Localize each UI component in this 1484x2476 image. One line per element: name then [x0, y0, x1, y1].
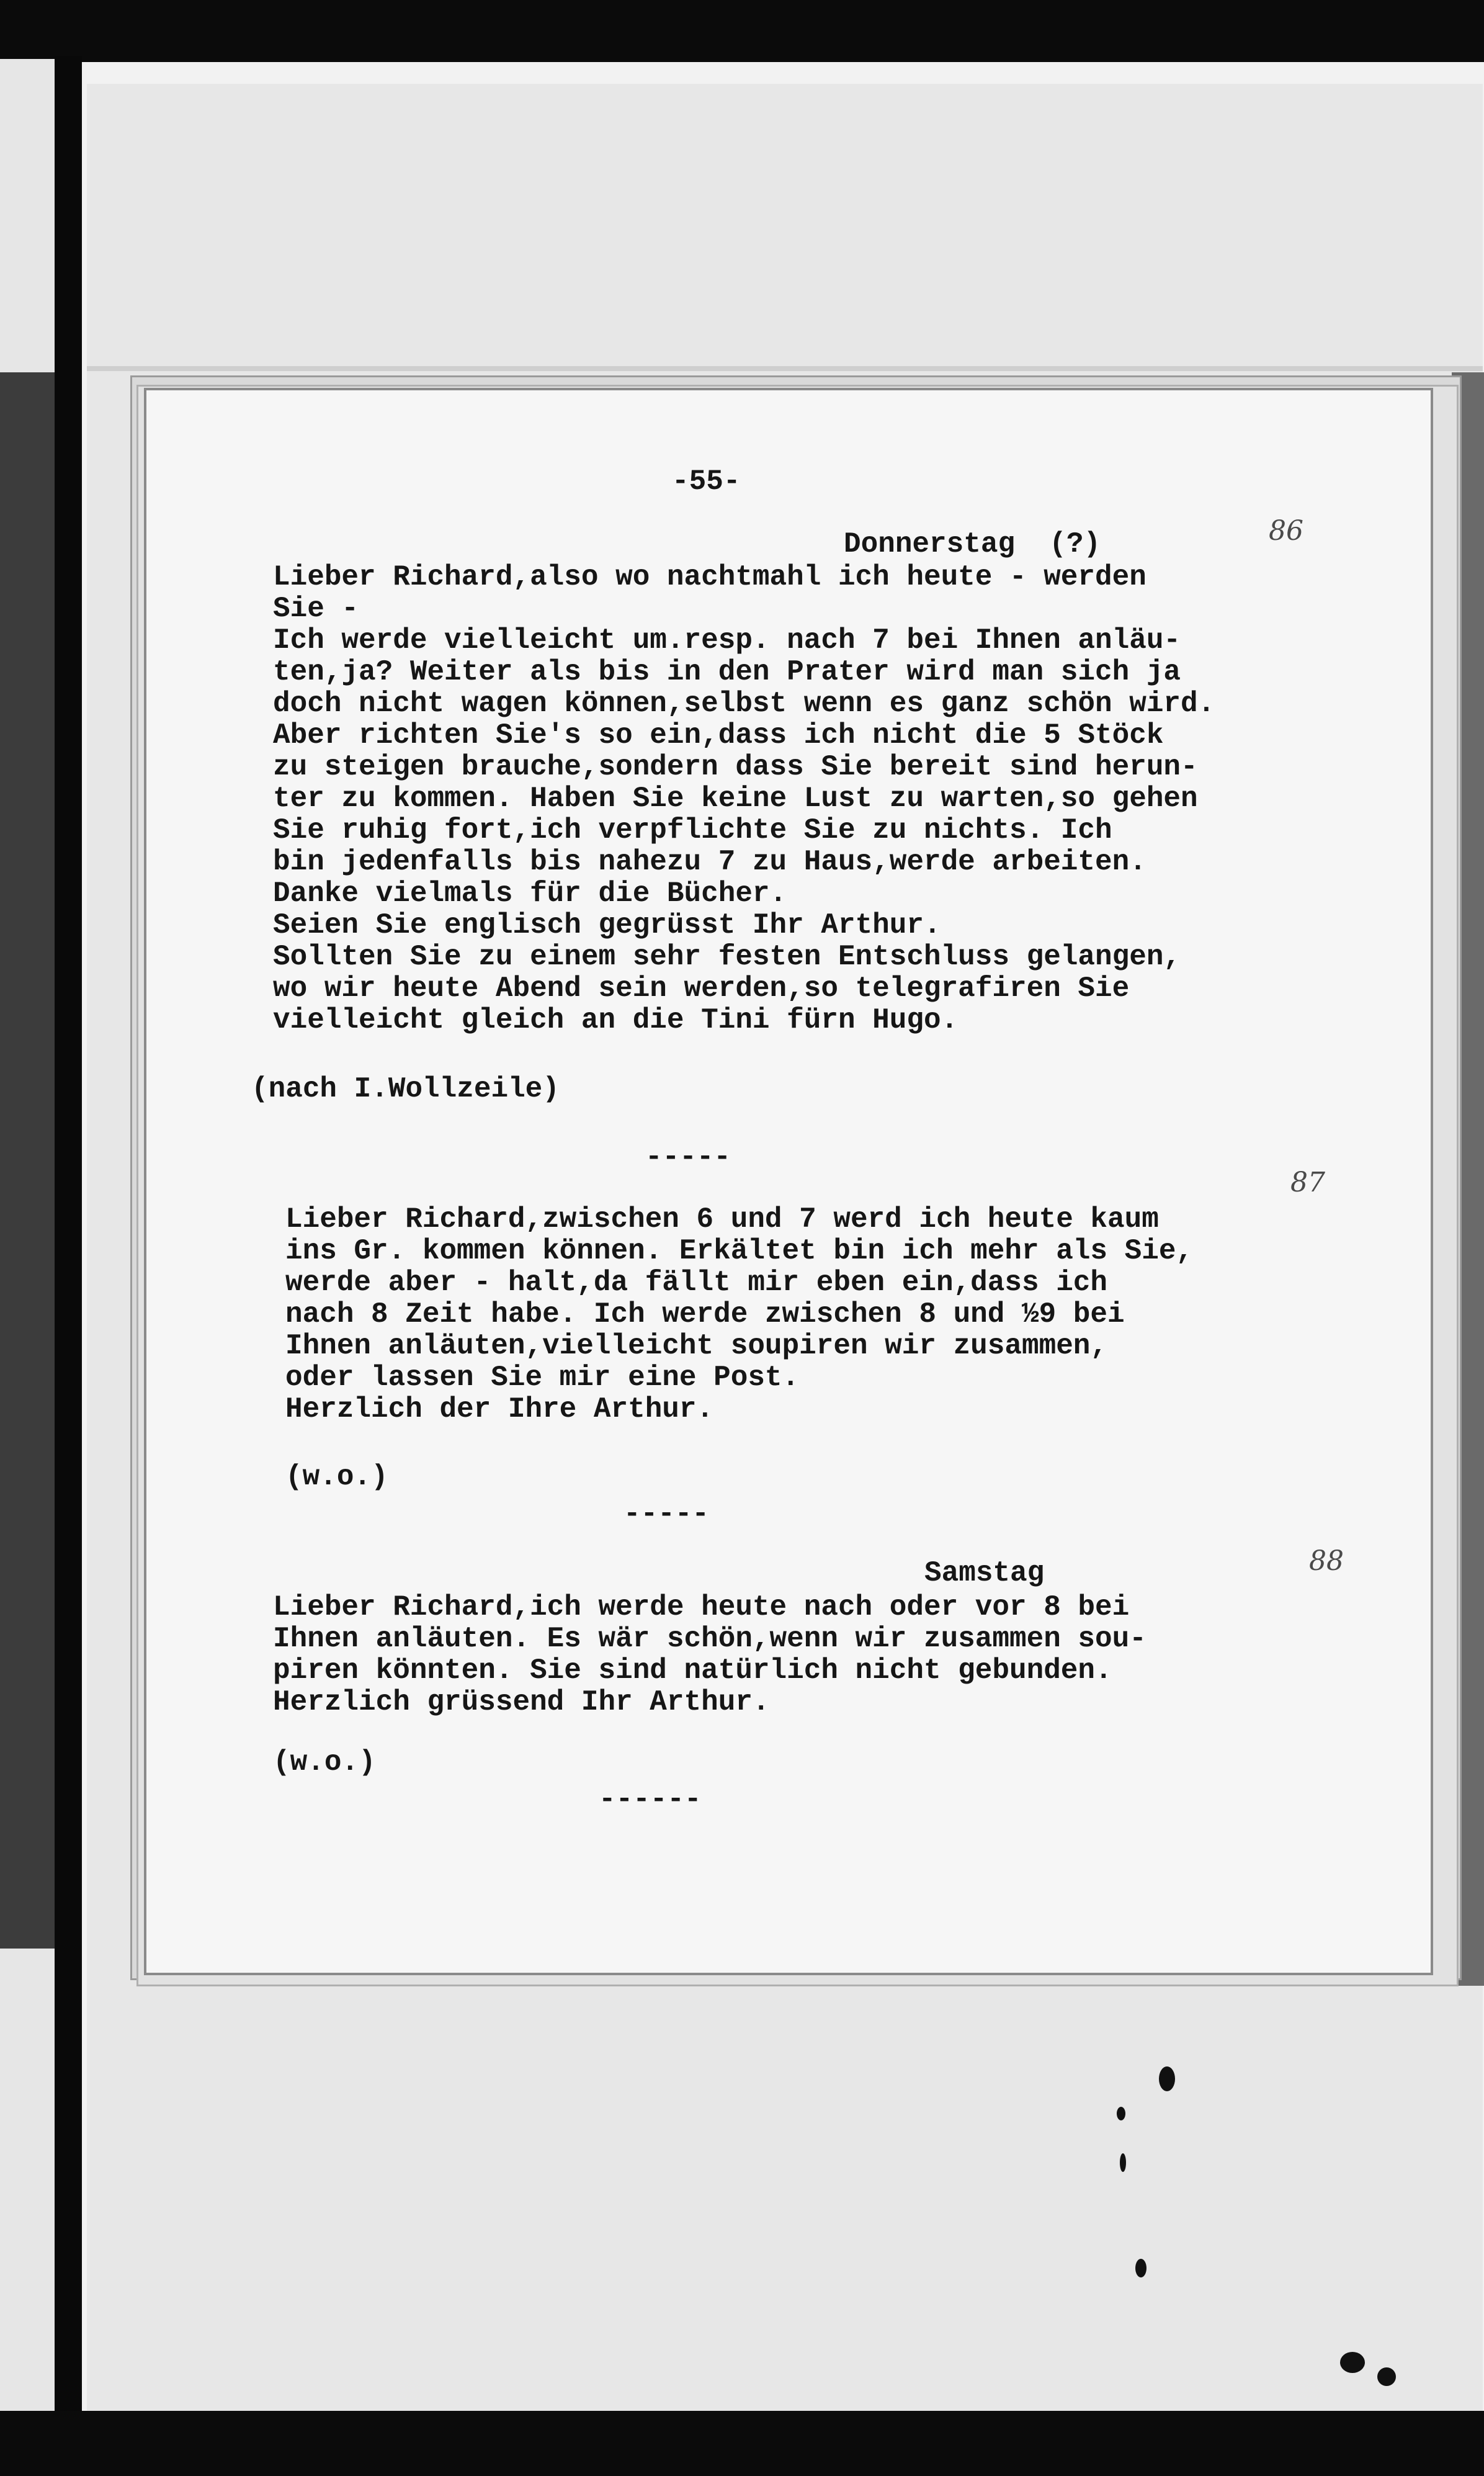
letter-1-line: Sie - — [273, 593, 359, 625]
letter-2-line: Lieber Richard,zwischen 6 und 7 werd ich heute kaum — [285, 1203, 1159, 1236]
letter-2-line: ins Gr. kommen können. Erkältet bin ich mehr als Sie, — [285, 1235, 1194, 1267]
scan-speck — [1120, 2153, 1126, 2172]
letter-3-line: Ihnen anläuten. Es wär schön,wenn wir zusammen sou- — [273, 1623, 1147, 1655]
letter-2-line: oder lassen Sie mir eine Post. — [285, 1361, 800, 1394]
letter-separator: ------ — [599, 1783, 702, 1816]
letter-1-heading: Donnerstag (?) — [844, 528, 1101, 560]
letter-3-heading: Samstag — [924, 1557, 1045, 1589]
letter-1-line: wo wir heute Abend sein werden,so telegrafiren Sie — [273, 972, 1130, 1005]
letter-3-line: piren könnten. Sie sind natürlich nicht gebunden. — [273, 1654, 1112, 1687]
letter-separator: ----- — [624, 1498, 710, 1530]
letter-2-line: nach 8 Zeit habe. Ich werde zwischen 8 und ½9 bei — [285, 1298, 1125, 1330]
letter-1-line: Ich werde vielleicht um.resp. nach 7 bei Ihnen anläu- — [273, 624, 1181, 657]
letter-1-note: (nach I.Wollzeile) — [251, 1073, 560, 1105]
letter-1-line: Sollten Sie zu einem sehr festen Entschluss gelangen, — [273, 941, 1181, 973]
scan-speck — [1377, 2367, 1396, 2386]
adjacent-page-shadow — [0, 372, 55, 1949]
letter-1-line: Danke vielmals für die Bücher. — [273, 877, 787, 910]
letter-1-line: doch nicht wagen können,selbst wenn es ganz schön wird. — [273, 688, 1215, 720]
page-number: -55- — [672, 465, 741, 498]
archive-number-86: 86 — [1269, 515, 1303, 547]
letter-1-line: ten,ja? Weiter als bis in den Prater wird man sich ja — [273, 656, 1181, 688]
letter-1-line: zu steigen brauche,sondern dass Sie bereit sind herun- — [273, 751, 1198, 783]
letter-1-line: ter zu kommen. Haben Sie keine Lust zu warten,so gehen — [273, 783, 1198, 815]
letter-separator: ----- — [645, 1141, 731, 1173]
archive-number-87: 87 — [1290, 1167, 1325, 1198]
letter-2-note: (w.o.) — [285, 1461, 388, 1493]
archive-number-88: 88 — [1309, 1545, 1344, 1577]
letter-2-line: werde aber - halt,da fällt mir eben ein,dass ich — [285, 1267, 1108, 1299]
letter-3-line: Lieber Richard,ich werde heute nach oder vor 8 bei — [273, 1591, 1130, 1623]
scan-speck — [1117, 2107, 1125, 2120]
letter-1-line: vielleicht gleich an die Tini fürn Hugo. — [273, 1004, 959, 1036]
scan-border-top — [0, 0, 1484, 62]
sheet-fold — [87, 366, 1483, 371]
letter-1-line: Aber richten Sie's so ein,dass ich nicht die 5 Stöck — [273, 719, 1164, 751]
letter-1-line: Sie ruhig fort,ich verpflichte Sie zu nichts. Ich — [273, 814, 1112, 846]
letter-1-line: Lieber Richard,also wo nachtmahl ich heute - werden — [273, 561, 1147, 593]
scan-speck — [1159, 2066, 1175, 2091]
scan-speck — [1135, 2259, 1147, 2277]
letter-1-line: bin jedenfalls bis nahezu 7 zu Haus,werde arbeiten. — [273, 846, 1147, 878]
scan-speck — [1340, 2352, 1365, 2373]
letter-1-line: Seien Sie englisch gegrüsst Ihr Arthur. — [273, 909, 941, 941]
scan-border-bottom — [0, 2411, 1484, 2476]
binding-spine — [55, 56, 82, 2420]
letter-2-line: Herzlich der Ihre Arthur. — [285, 1393, 714, 1425]
letter-2-line: Ihnen anläuten,vielleicht soupiren wir zusammen, — [285, 1330, 1108, 1362]
letter-3-note: (w.o.) — [273, 1746, 376, 1779]
letter-3-line: Herzlich grüssend Ihr Arthur. — [273, 1686, 770, 1718]
